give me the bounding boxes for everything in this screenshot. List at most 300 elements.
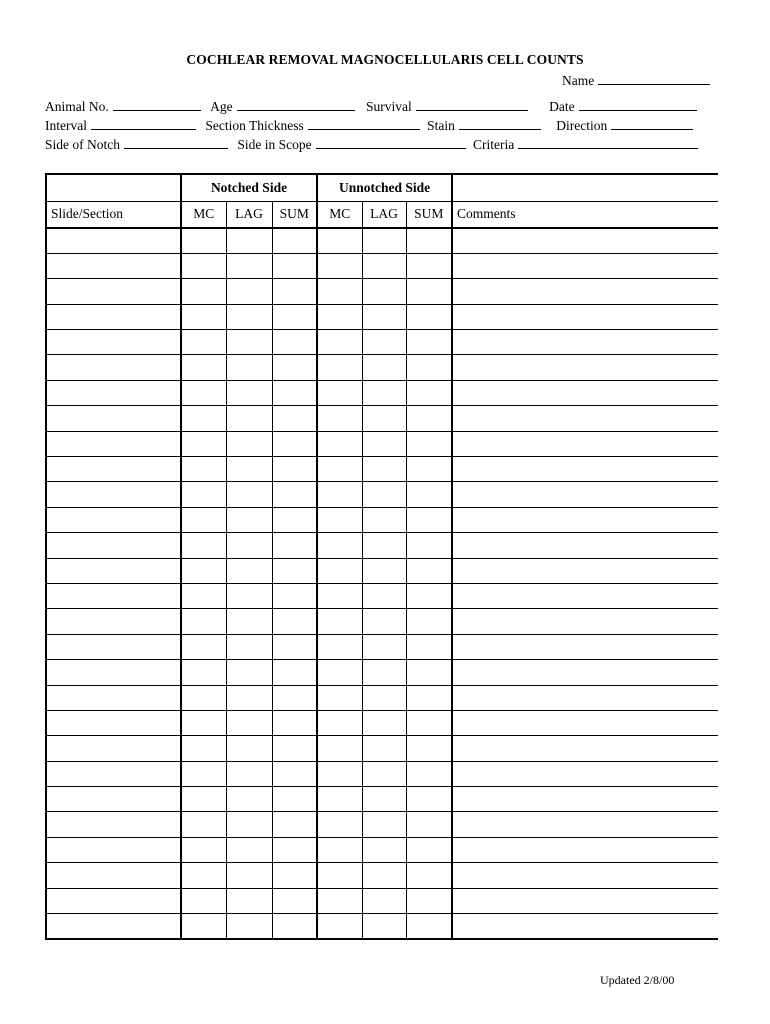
table-row <box>46 533 718 558</box>
criteria-field[interactable] <box>473 137 698 153</box>
unnotched-lag-cell[interactable] <box>362 634 406 659</box>
date-label: Date <box>549 99 575 114</box>
group-header-row <box>46 174 718 201</box>
slide-section-cell[interactable] <box>46 304 181 329</box>
unnotched-lag-cell[interactable] <box>362 787 406 812</box>
notched-lag-cell[interactable] <box>226 304 272 329</box>
notched-sum-header: SUM <box>272 201 317 228</box>
comments-cell[interactable] <box>452 914 718 939</box>
notched-lag-cell[interactable] <box>226 507 272 532</box>
slide-section-cell[interactable] <box>46 533 181 558</box>
slide-section-cell[interactable] <box>46 609 181 634</box>
notched-lag-cell[interactable] <box>226 431 272 456</box>
unnotched-sum-cell[interactable] <box>406 228 452 253</box>
notched-sum-cell[interactable] <box>272 279 317 304</box>
date-field[interactable] <box>549 99 696 115</box>
slide-section-cell[interactable] <box>46 457 181 482</box>
slide-section-cell[interactable] <box>46 583 181 608</box>
notched-mc-cell[interactable] <box>181 710 226 735</box>
notched-lag-cell[interactable] <box>226 888 272 913</box>
notched-sum-cell[interactable] <box>272 812 317 837</box>
unnotched-lag-cell[interactable] <box>362 710 406 735</box>
notched-lag-cell[interactable] <box>226 330 272 355</box>
table-row <box>46 431 718 456</box>
unnotched-sum-cell[interactable] <box>406 253 452 278</box>
unnotched-lag-cell[interactable] <box>362 355 406 380</box>
unnotched-mc-cell[interactable] <box>317 431 362 456</box>
table-row <box>46 330 718 355</box>
slide-section-cell[interactable] <box>46 863 181 888</box>
unnotched-sum-cell[interactable] <box>406 812 452 837</box>
survival-field[interactable] <box>366 99 528 115</box>
slide-section-cell[interactable] <box>46 380 181 405</box>
unnotched-sum-cell[interactable] <box>406 609 452 634</box>
stain-field[interactable] <box>427 118 541 134</box>
date-blank[interactable] <box>579 99 697 111</box>
slide-section-cell[interactable] <box>46 558 181 583</box>
notched-lag-cell[interactable] <box>226 609 272 634</box>
notched-mc-cell[interactable] <box>181 888 226 913</box>
unnotched-sum-cell[interactable] <box>406 660 452 685</box>
slide-section-cell[interactable] <box>46 253 181 278</box>
unnotched-lag-cell[interactable] <box>362 431 406 456</box>
unnotched-sum-cell[interactable] <box>406 457 452 482</box>
notched-sum-cell[interactable] <box>272 914 317 939</box>
notched-mc-cell[interactable] <box>181 609 226 634</box>
notched-lag-cell[interactable] <box>226 837 272 862</box>
unnotched-lag-cell[interactable] <box>362 888 406 913</box>
table-row <box>46 507 718 532</box>
notched-mc-cell[interactable] <box>181 761 226 786</box>
unnotched-lag-cell[interactable] <box>362 457 406 482</box>
table-row <box>46 787 718 812</box>
slide-section-cell[interactable] <box>46 228 181 253</box>
unnotched-lag-cell[interactable] <box>362 863 406 888</box>
comments-cell[interactable] <box>452 634 718 659</box>
name-label: Name <box>562 73 595 88</box>
unnotched-lag-cell[interactable] <box>362 507 406 532</box>
comments-cell[interactable] <box>452 761 718 786</box>
unnotched-mc-cell[interactable] <box>317 355 362 380</box>
slide-section-cell[interactable] <box>46 685 181 710</box>
slide-section-cell[interactable] <box>46 431 181 456</box>
animal-no-label: Animal No. <box>45 99 109 114</box>
notched-sum-cell[interactable] <box>272 406 317 431</box>
notched-sum-cell[interactable] <box>272 380 317 405</box>
slide-section-cell[interactable] <box>46 710 181 735</box>
side-of-notch-blank[interactable] <box>124 137 228 149</box>
notched-lag-cell[interactable] <box>226 380 272 405</box>
table-row <box>46 558 718 583</box>
unnotched-mc-cell[interactable] <box>317 837 362 862</box>
slide-section-cell[interactable] <box>46 888 181 913</box>
comments-cell[interactable] <box>452 253 718 278</box>
comments-cell[interactable] <box>452 431 718 456</box>
comments-cell[interactable] <box>452 736 718 761</box>
slide-section-cell[interactable] <box>46 660 181 685</box>
slide-section-cell[interactable] <box>46 812 181 837</box>
criteria-blank[interactable] <box>518 137 698 149</box>
notched-sum-cell[interactable] <box>272 634 317 659</box>
unnotched-mc-cell[interactable] <box>317 507 362 532</box>
comments-cell[interactable] <box>452 380 718 405</box>
unnotched-mc-cell[interactable] <box>317 533 362 558</box>
notched-sum-cell[interactable] <box>272 888 317 913</box>
table-row <box>46 888 718 913</box>
comments-cell[interactable] <box>452 228 718 253</box>
side-of-notch-field[interactable] <box>45 137 228 153</box>
name-field[interactable] <box>562 73 710 89</box>
notched-sum-cell[interactable] <box>272 533 317 558</box>
notched-mc-cell[interactable] <box>181 355 226 380</box>
table-row <box>46 279 718 304</box>
unnotched-sum-cell[interactable] <box>406 761 452 786</box>
unnotched-sum-cell[interactable] <box>406 787 452 812</box>
stain-label: Stain <box>427 118 455 133</box>
unnotched-mc-cell[interactable] <box>317 583 362 608</box>
notched-mc-cell[interactable] <box>181 583 226 608</box>
notched-mc-cell[interactable] <box>181 279 226 304</box>
notched-mc-cell[interactable] <box>181 330 226 355</box>
notched-lag-cell[interactable] <box>226 279 272 304</box>
unnotched-sum-cell[interactable] <box>406 837 452 862</box>
unnotched-lag-cell[interactable] <box>362 482 406 507</box>
notched-mc-cell[interactable] <box>181 533 226 558</box>
survival-blank[interactable] <box>416 99 528 111</box>
unnotched-mc-cell[interactable] <box>317 279 362 304</box>
notched-sum-cell[interactable] <box>272 482 317 507</box>
comments-cell[interactable] <box>452 304 718 329</box>
notched-mc-cell[interactable] <box>181 660 226 685</box>
notched-mc-cell[interactable] <box>181 558 226 583</box>
unnotched-sum-cell[interactable] <box>406 863 452 888</box>
notched-lag-cell[interactable] <box>226 761 272 786</box>
notched-lag-cell[interactable] <box>226 914 272 939</box>
unnotched-sum-cell[interactable] <box>406 634 452 659</box>
comments-cell[interactable] <box>452 558 718 583</box>
interval-field[interactable] <box>45 118 196 134</box>
notched-lag-cell[interactable] <box>226 736 272 761</box>
table-row <box>46 761 718 786</box>
notched-lag-cell[interactable] <box>226 812 272 837</box>
notched-lag-cell[interactable] <box>226 482 272 507</box>
notched-sum-cell[interactable] <box>272 507 317 532</box>
notched-lag-cell[interactable] <box>226 634 272 659</box>
survival-label: Survival <box>366 99 412 114</box>
unnotched-mc-cell[interactable] <box>317 863 362 888</box>
animal-no-field[interactable] <box>45 99 201 115</box>
unnotched-sum-header: SUM <box>406 201 452 228</box>
comments-cell[interactable] <box>452 482 718 507</box>
notched-sum-cell[interactable] <box>272 837 317 862</box>
unnotched-lag-cell[interactable] <box>362 380 406 405</box>
notched-mc-cell[interactable] <box>181 228 226 253</box>
unnotched-sum-cell[interactable] <box>406 482 452 507</box>
table-row <box>46 406 718 431</box>
unnotched-sum-cell[interactable] <box>406 330 452 355</box>
slide-section-cell[interactable] <box>46 634 181 659</box>
group-header-empty-left <box>46 174 181 201</box>
unnotched-side-header: Unnotched Side <box>317 174 452 201</box>
header-row-2 <box>45 118 693 134</box>
unnotched-sum-cell[interactable] <box>406 888 452 913</box>
notched-lag-cell[interactable] <box>226 863 272 888</box>
table-row <box>46 583 718 608</box>
unnotched-mc-cell[interactable] <box>317 558 362 583</box>
age-label: Age <box>210 99 233 114</box>
interval-label: Interval <box>45 118 87 133</box>
notched-sum-cell[interactable] <box>272 609 317 634</box>
notched-mc-cell[interactable] <box>181 863 226 888</box>
unnotched-mc-cell[interactable] <box>317 710 362 735</box>
notched-mc-cell[interactable] <box>181 914 226 939</box>
interval-blank[interactable] <box>91 118 196 130</box>
table-row <box>46 304 718 329</box>
slide-section-cell[interactable] <box>46 914 181 939</box>
comments-cell[interactable] <box>452 609 718 634</box>
slide-section-cell[interactable] <box>46 355 181 380</box>
table-row <box>46 228 718 253</box>
notched-mc-cell[interactable] <box>181 304 226 329</box>
column-header-row <box>46 201 718 228</box>
table-row <box>46 355 718 380</box>
name-blank[interactable] <box>598 73 710 85</box>
unnotched-mc-cell[interactable] <box>317 609 362 634</box>
notched-lag-cell[interactable] <box>226 710 272 735</box>
unnotched-sum-cell[interactable] <box>406 355 452 380</box>
unnotched-sum-cell[interactable] <box>406 507 452 532</box>
unnotched-mc-cell[interactable] <box>317 685 362 710</box>
comments-cell[interactable] <box>452 787 718 812</box>
unnotched-lag-cell[interactable] <box>362 761 406 786</box>
slide-section-cell[interactable] <box>46 736 181 761</box>
notched-mc-cell[interactable] <box>181 634 226 659</box>
unnotched-lag-cell[interactable] <box>362 609 406 634</box>
unnotched-sum-cell[interactable] <box>406 406 452 431</box>
age-blank[interactable] <box>237 99 355 111</box>
slide-section-cell[interactable] <box>46 279 181 304</box>
direction-blank[interactable] <box>611 118 693 130</box>
notched-mc-cell[interactable] <box>181 457 226 482</box>
slide-section-cell[interactable] <box>46 330 181 355</box>
unnotched-mc-cell[interactable] <box>317 634 362 659</box>
unnotched-lag-cell[interactable] <box>362 583 406 608</box>
header-row-1 <box>45 99 697 115</box>
unnotched-mc-cell[interactable] <box>317 253 362 278</box>
notched-lag-cell[interactable] <box>226 406 272 431</box>
table-row <box>46 634 718 659</box>
unnotched-mc-cell[interactable] <box>317 482 362 507</box>
notched-sum-cell[interactable] <box>272 253 317 278</box>
comments-cell[interactable] <box>452 660 718 685</box>
unnotched-mc-cell[interactable] <box>317 330 362 355</box>
unnotched-mc-cell[interactable] <box>317 787 362 812</box>
notched-sum-cell[interactable] <box>272 863 317 888</box>
notched-mc-cell[interactable] <box>181 685 226 710</box>
slide-section-cell[interactable] <box>46 837 181 862</box>
unnotched-sum-cell[interactable] <box>406 279 452 304</box>
notched-mc-cell[interactable] <box>181 380 226 405</box>
notched-mc-cell[interactable] <box>181 406 226 431</box>
unnotched-lag-cell[interactable] <box>362 812 406 837</box>
table-row <box>46 914 718 939</box>
comments-cell[interactable] <box>452 457 718 482</box>
unnotched-mc-cell[interactable] <box>317 228 362 253</box>
unnotched-lag-cell[interactable] <box>362 406 406 431</box>
unnotched-sum-cell[interactable] <box>406 431 452 456</box>
section-thickness-field[interactable] <box>205 118 419 134</box>
notched-mc-cell[interactable] <box>181 812 226 837</box>
notched-sum-cell[interactable] <box>272 787 317 812</box>
table-row <box>46 380 718 405</box>
unnotched-lag-cell[interactable] <box>362 914 406 939</box>
slide-section-header: Slide/Section <box>46 201 181 228</box>
unnotched-lag-cell[interactable] <box>362 837 406 862</box>
comments-cell[interactable] <box>452 888 718 913</box>
comments-cell[interactable] <box>452 279 718 304</box>
notched-mc-cell[interactable] <box>181 736 226 761</box>
notched-lag-cell[interactable] <box>226 355 272 380</box>
notched-mc-cell[interactable] <box>181 431 226 456</box>
unnotched-sum-cell[interactable] <box>406 583 452 608</box>
notched-sum-cell[interactable] <box>272 660 317 685</box>
notched-mc-cell[interactable] <box>181 787 226 812</box>
unnotched-mc-cell[interactable] <box>317 304 362 329</box>
notched-sum-cell[interactable] <box>272 330 317 355</box>
notched-sum-cell[interactable] <box>272 761 317 786</box>
notched-lag-cell[interactable] <box>226 533 272 558</box>
unnotched-lag-cell[interactable] <box>362 736 406 761</box>
table-row <box>46 812 718 837</box>
notched-lag-cell[interactable] <box>226 558 272 583</box>
comments-cell[interactable] <box>452 710 718 735</box>
comments-cell[interactable] <box>452 330 718 355</box>
table-row <box>46 482 718 507</box>
slide-section-cell[interactable] <box>46 406 181 431</box>
notched-mc-cell[interactable] <box>181 837 226 862</box>
unnotched-lag-cell[interactable] <box>362 533 406 558</box>
notched-lag-cell[interactable] <box>226 253 272 278</box>
table-row <box>46 685 718 710</box>
notched-lag-cell[interactable] <box>226 228 272 253</box>
comments-cell[interactable] <box>452 837 718 862</box>
form-title: COCHLEAR REMOVAL MAGNOCELLULARIS CELL COUNTS <box>186 52 584 67</box>
notched-sum-cell[interactable] <box>272 304 317 329</box>
notched-lag-cell[interactable] <box>226 457 272 482</box>
comments-cell[interactable] <box>452 812 718 837</box>
comments-cell[interactable] <box>452 406 718 431</box>
notched-sum-cell[interactable] <box>272 355 317 380</box>
unnotched-mc-cell[interactable] <box>317 888 362 913</box>
unnotched-lag-cell[interactable] <box>362 253 406 278</box>
notched-mc-cell[interactable] <box>181 482 226 507</box>
unnotched-lag-cell[interactable] <box>362 685 406 710</box>
unnotched-mc-cell[interactable] <box>317 406 362 431</box>
slide-section-cell[interactable] <box>46 761 181 786</box>
unnotched-lag-cell[interactable] <box>362 279 406 304</box>
notched-lag-cell[interactable] <box>226 583 272 608</box>
notched-lag-cell[interactable] <box>226 787 272 812</box>
notched-sum-cell[interactable] <box>272 685 317 710</box>
header-row-name <box>562 73 710 89</box>
side-in-scope-field[interactable] <box>237 137 465 153</box>
comments-header: Comments <box>452 201 718 228</box>
unnotched-mc-cell[interactable] <box>317 761 362 786</box>
comments-cell[interactable] <box>452 533 718 558</box>
side-in-scope-blank[interactable] <box>316 137 466 149</box>
section-thickness-blank[interactable] <box>308 118 420 130</box>
unnotched-mc-cell[interactable] <box>317 812 362 837</box>
unnotched-lag-cell[interactable] <box>362 304 406 329</box>
unnotched-lag-cell[interactable] <box>362 330 406 355</box>
unnotched-lag-cell[interactable] <box>362 558 406 583</box>
notched-sum-cell[interactable] <box>272 228 317 253</box>
unnotched-mc-cell[interactable] <box>317 660 362 685</box>
unnotched-sum-cell[interactable] <box>406 710 452 735</box>
notched-lag-cell[interactable] <box>226 685 272 710</box>
notched-sum-cell[interactable] <box>272 583 317 608</box>
table-row <box>46 837 718 862</box>
comments-cell[interactable] <box>452 583 718 608</box>
side-of-notch-label: Side of Notch <box>45 137 120 152</box>
table-row <box>46 609 718 634</box>
notched-sum-cell[interactable] <box>272 457 317 482</box>
comments-cell[interactable] <box>452 863 718 888</box>
direction-field[interactable] <box>556 118 693 134</box>
comments-cell[interactable] <box>452 685 718 710</box>
notched-mc-cell[interactable] <box>181 253 226 278</box>
updated-date: Updated 2/8/00 <box>600 973 675 987</box>
unnotched-sum-cell[interactable] <box>406 914 452 939</box>
slide-section-cell[interactable] <box>46 507 181 532</box>
cell-count-table <box>45 173 718 940</box>
unnotched-sum-cell[interactable] <box>406 380 452 405</box>
unnotched-sum-cell[interactable] <box>406 533 452 558</box>
notched-mc-header: MC <box>181 201 226 228</box>
table-row <box>46 253 718 278</box>
animal-no-blank[interactable] <box>113 99 201 111</box>
unnotched-mc-cell[interactable] <box>317 457 362 482</box>
notched-lag-header: LAG <box>226 201 272 228</box>
comments-cell[interactable] <box>452 355 718 380</box>
table-row <box>46 710 718 735</box>
unnotched-sum-cell[interactable] <box>406 304 452 329</box>
notched-sum-cell[interactable] <box>272 736 317 761</box>
notched-sum-cell[interactable] <box>272 710 317 735</box>
unnotched-mc-cell[interactable] <box>317 380 362 405</box>
notched-lag-cell[interactable] <box>226 660 272 685</box>
age-field[interactable] <box>210 99 355 115</box>
unnotched-sum-cell[interactable] <box>406 685 452 710</box>
unnotched-lag-cell[interactable] <box>362 660 406 685</box>
slide-section-cell[interactable] <box>46 482 181 507</box>
unnotched-mc-cell[interactable] <box>317 914 362 939</box>
unnotched-mc-cell[interactable] <box>317 736 362 761</box>
table-row <box>46 457 718 482</box>
unnotched-lag-cell[interactable] <box>362 228 406 253</box>
notched-mc-cell[interactable] <box>181 507 226 532</box>
unnotched-sum-cell[interactable] <box>406 558 452 583</box>
group-header-empty-right <box>452 174 718 201</box>
comments-cell[interactable] <box>452 507 718 532</box>
slide-section-cell[interactable] <box>46 787 181 812</box>
unnotched-sum-cell[interactable] <box>406 736 452 761</box>
side-in-scope-label: Side in Scope <box>237 137 312 152</box>
notched-sum-cell[interactable] <box>272 431 317 456</box>
notched-sum-cell[interactable] <box>272 558 317 583</box>
stain-blank[interactable] <box>459 118 541 130</box>
section-thickness-label: Section Thickness <box>205 118 304 133</box>
